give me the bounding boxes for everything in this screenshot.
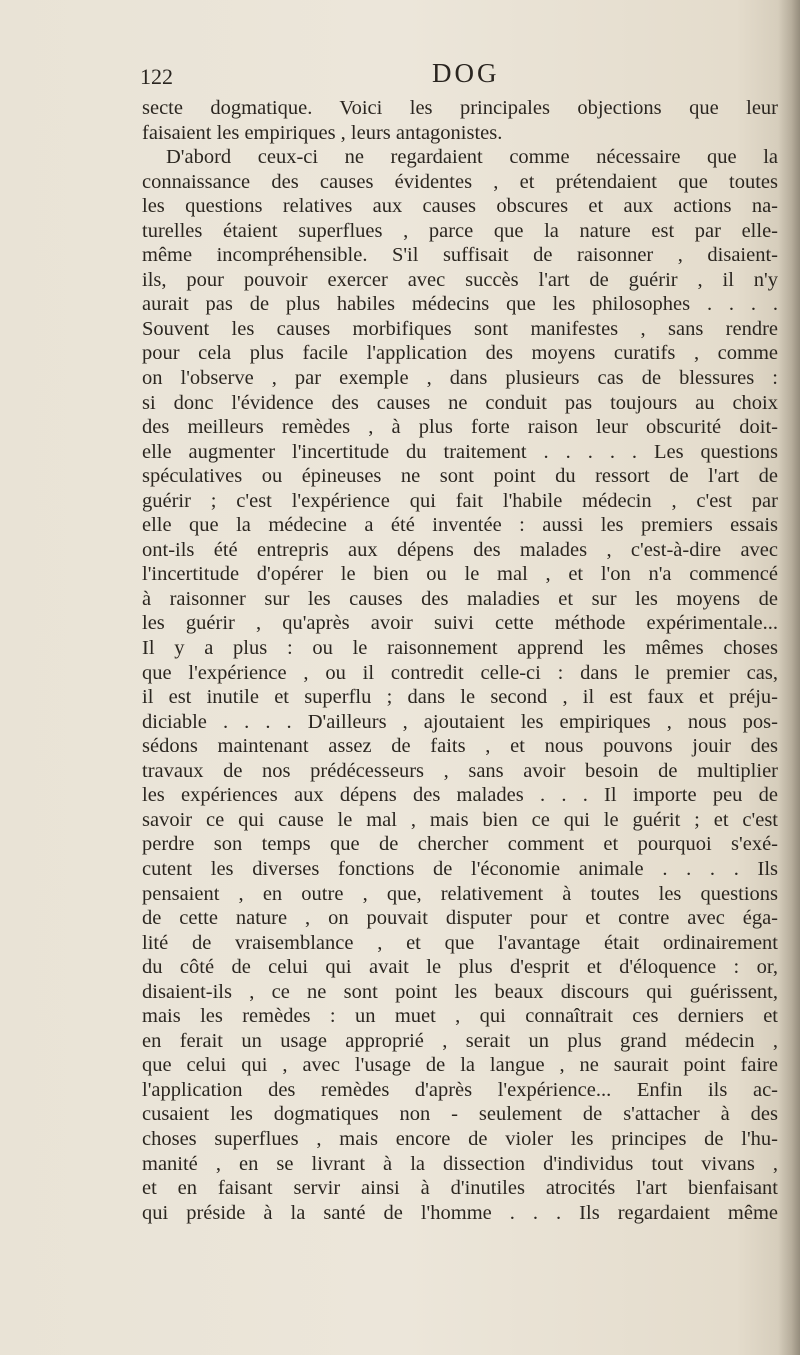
text-line: perdre son temps que de chercher comment et pourquoi s'exé- xyxy=(142,833,778,856)
text-line: l'application des remèdes d'après l'expérience... Enfin ils ac- xyxy=(142,1078,778,1101)
text-line: ils, pour pouvoir exercer avec succès l'art de guérir , il n'y xyxy=(142,268,778,291)
running-head: DOG xyxy=(432,58,500,88)
text-line: pour cela plus facile l'application des moyens curatifs , comme xyxy=(142,342,778,365)
page-header xyxy=(140,58,780,94)
text-line: savoir ce qui cause le mal , mais bien ce qui le guérit ; et c'est xyxy=(142,808,778,831)
page-number: 122 xyxy=(140,64,173,89)
text-line: même incompréhensible. S'il suffisait de raisonner , disaient- xyxy=(142,244,778,267)
text-line: que celui qui , avec l'usage de la langue , ne saurait point faire xyxy=(142,1054,778,1077)
text-line: que l'expérience , ou il contredit celle-ci : dans le premier cas, xyxy=(142,661,778,684)
text-line: sédons maintenant assez de faits , et nous pouvons jouir des xyxy=(142,735,778,758)
text-line: disaient-ils , ce ne sont point les beaux discours qui guérissent, xyxy=(142,980,778,1003)
text-line: l'incertitude d'opérer le bien ou le mal , et l'on n'a commencé xyxy=(142,563,778,586)
text-line: spéculatives ou épineuses ne sont point du ressort de l'art de xyxy=(142,465,778,488)
text-line: faisaient les empiriques , leurs antagonistes. xyxy=(142,121,503,144)
text-line: guérir ; c'est l'expérience qui fait l'habile médecin , c'est par xyxy=(142,489,778,512)
text-line: turelles étaient superflues , parce que la nature est par elle- xyxy=(142,219,778,242)
text-line: travaux de nos prédécesseurs , sans avoir besoin de multiplier xyxy=(142,759,778,782)
page-gutter-shadow xyxy=(778,0,800,1355)
text-line: D'abord ceux-ci ne regardaient comme nécessaire que la xyxy=(166,146,778,169)
text-line: mais les remèdes : un muet , qui connaîtrait ces derniers et xyxy=(142,1005,778,1028)
text-line: choses superflues , mais encore de violer les principes de l'hu- xyxy=(142,1127,778,1150)
text-line: pensaient , en outre , que, relativement à toutes les questions xyxy=(142,882,778,905)
text-line: elle que la médecine a été inventée : aussi les premiers essais xyxy=(142,514,778,537)
text-line: les questions relatives aux causes obscures et aux actions na- xyxy=(142,195,778,218)
text-line: qui préside à la santé de l'homme . . . Ils regardaient même xyxy=(142,1201,778,1224)
body-text xyxy=(142,96,778,1225)
text-line: les guérir , qu'après avoir suivi cette méthode expérimentale... xyxy=(142,612,778,635)
text-line: à raisonner sur les causes des maladies et sur les moyens de xyxy=(142,587,778,610)
text-line: secte dogmatique. Voici les principales objections que leur xyxy=(142,97,778,119)
text-line: Il y a plus : ou le raisonnement apprend les mêmes choses xyxy=(142,637,778,660)
text-line: du côté de celui qui avait le plus d'esprit et d'éloquence : or, xyxy=(142,956,778,979)
text-line: diciable . . . . D'ailleurs , ajoutaient les empiriques , nous pos- xyxy=(142,710,778,733)
text-line: ont-ils été entrepris aux dépens des malades , c'est-à-dire avec xyxy=(142,538,778,561)
text-line: manité , en se livrant à la dissection d'individus tout vivans , xyxy=(142,1152,778,1175)
text-line: on l'observe , par exemple , dans plusieurs cas de blessures : xyxy=(142,367,778,390)
text-line: cutent les diverses fonctions de l'économie animale . . . . Ils xyxy=(142,857,778,880)
text-line: elle augmenter l'incertitude du traitement . . . . . Les questions xyxy=(142,440,778,463)
text-line: cusaient les dogmatiques non - seulement de s'attacher à des xyxy=(142,1103,778,1126)
text-line: les expériences aux dépens des malades . . . Il importe peu de xyxy=(142,784,778,807)
text-line: il est inutile et superflu ; dans le second , il est faux et préju- xyxy=(142,686,778,709)
text-line: si donc l'évidence des causes ne conduit pas toujours au choix xyxy=(142,391,778,414)
text-line: de cette nature , on pouvait disputer pour et contre avec éga- xyxy=(142,907,778,930)
text-line: connaissance des causes évidentes , et prétendaient que toutes xyxy=(142,170,778,193)
text-line: et en faisant servir ainsi à d'inutiles atrocités l'art bienfaisant xyxy=(142,1177,778,1200)
text-line: des meilleurs remèdes , à plus forte raison leur obscurité doit- xyxy=(142,416,778,439)
text-line: en ferait un usage approprié , serait un plus grand médecin , xyxy=(142,1029,778,1052)
text-line: lité de vraisemblance , et que l'avantage était ordinairement xyxy=(142,931,778,954)
text-line: aurait pas de plus habiles médecins que les philosophes . . . . xyxy=(142,293,778,316)
text-line: Souvent les causes morbifiques sont manifestes , sans rendre xyxy=(142,317,778,340)
